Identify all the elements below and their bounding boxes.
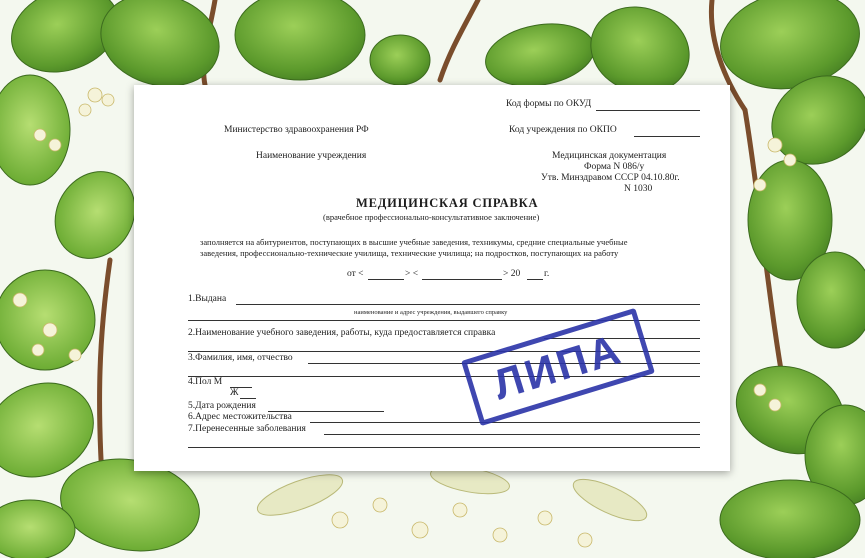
field-diseases-label: 7.Перенесенные заболевания	[188, 424, 306, 434]
field-issued-label: 1.Выдана	[188, 294, 227, 304]
intro-line-2: заведения, профессионально-технические училища, технические училища; на подростков, поступающих на работу	[200, 248, 619, 258]
field-diseases-line	[324, 434, 700, 435]
form-number: Форма N 086/у	[584, 162, 645, 172]
field-diseases-line-2	[188, 447, 700, 448]
intro-line-1: заполняется на абитуриентов, поступающих в высшие учебные заведения, техникумы, средние специальные учебные	[200, 237, 628, 247]
date-day-line	[368, 279, 404, 280]
date-year-suffix: г.	[544, 269, 550, 279]
page-title: МЕДИЦИНСКАЯ СПРАВКА	[356, 196, 539, 210]
okud-line	[596, 110, 700, 111]
field-institution-label: 2.Наименование учебного заведения, работы, куда предоставляется справка	[188, 328, 496, 338]
date-suffix: > 20	[503, 269, 521, 279]
field-birth-label: 5.Дата рождения	[188, 401, 256, 411]
med-docs-label: Медицинская документация	[552, 151, 667, 161]
field-sex-label: 4.Пол М	[188, 377, 223, 387]
okpo-label: Код учреждения по ОКПО	[509, 125, 617, 135]
approved-label: Утв. Минздравом СССР 04.10.80г.	[541, 173, 680, 183]
date-month-line	[422, 279, 502, 280]
medical-certificate-form	[134, 85, 730, 471]
field-sex-f-label: Ж	[230, 388, 239, 398]
ministry-label: Министерство здравоохранения РФ	[224, 125, 369, 135]
date-year-line	[527, 279, 543, 280]
date-mid: > <	[405, 269, 419, 279]
okpo-line	[634, 136, 700, 137]
field-sex-f-line	[240, 398, 256, 399]
fake-stamp	[461, 308, 655, 426]
okud-label: Код формы по ОКУД	[506, 99, 592, 109]
approved-number: N 1030	[624, 184, 653, 194]
field-address-line	[310, 422, 700, 423]
stamp-text: ЛИПА	[487, 324, 628, 409]
page-subtitle: (врачебное профессионально-консультативное заключение)	[323, 212, 540, 222]
field-name-label: 3.Фамилия, имя, отчество	[188, 353, 293, 363]
field-issued-hint: наименование и адрес учреждения, выдавшего справку	[354, 309, 508, 316]
date-prefix: от <	[347, 269, 364, 279]
institution-name-label: Наименование учреждения	[256, 151, 367, 161]
field-issued-line	[236, 304, 700, 305]
field-address-label: 6.Адрес местожительства	[188, 412, 292, 422]
